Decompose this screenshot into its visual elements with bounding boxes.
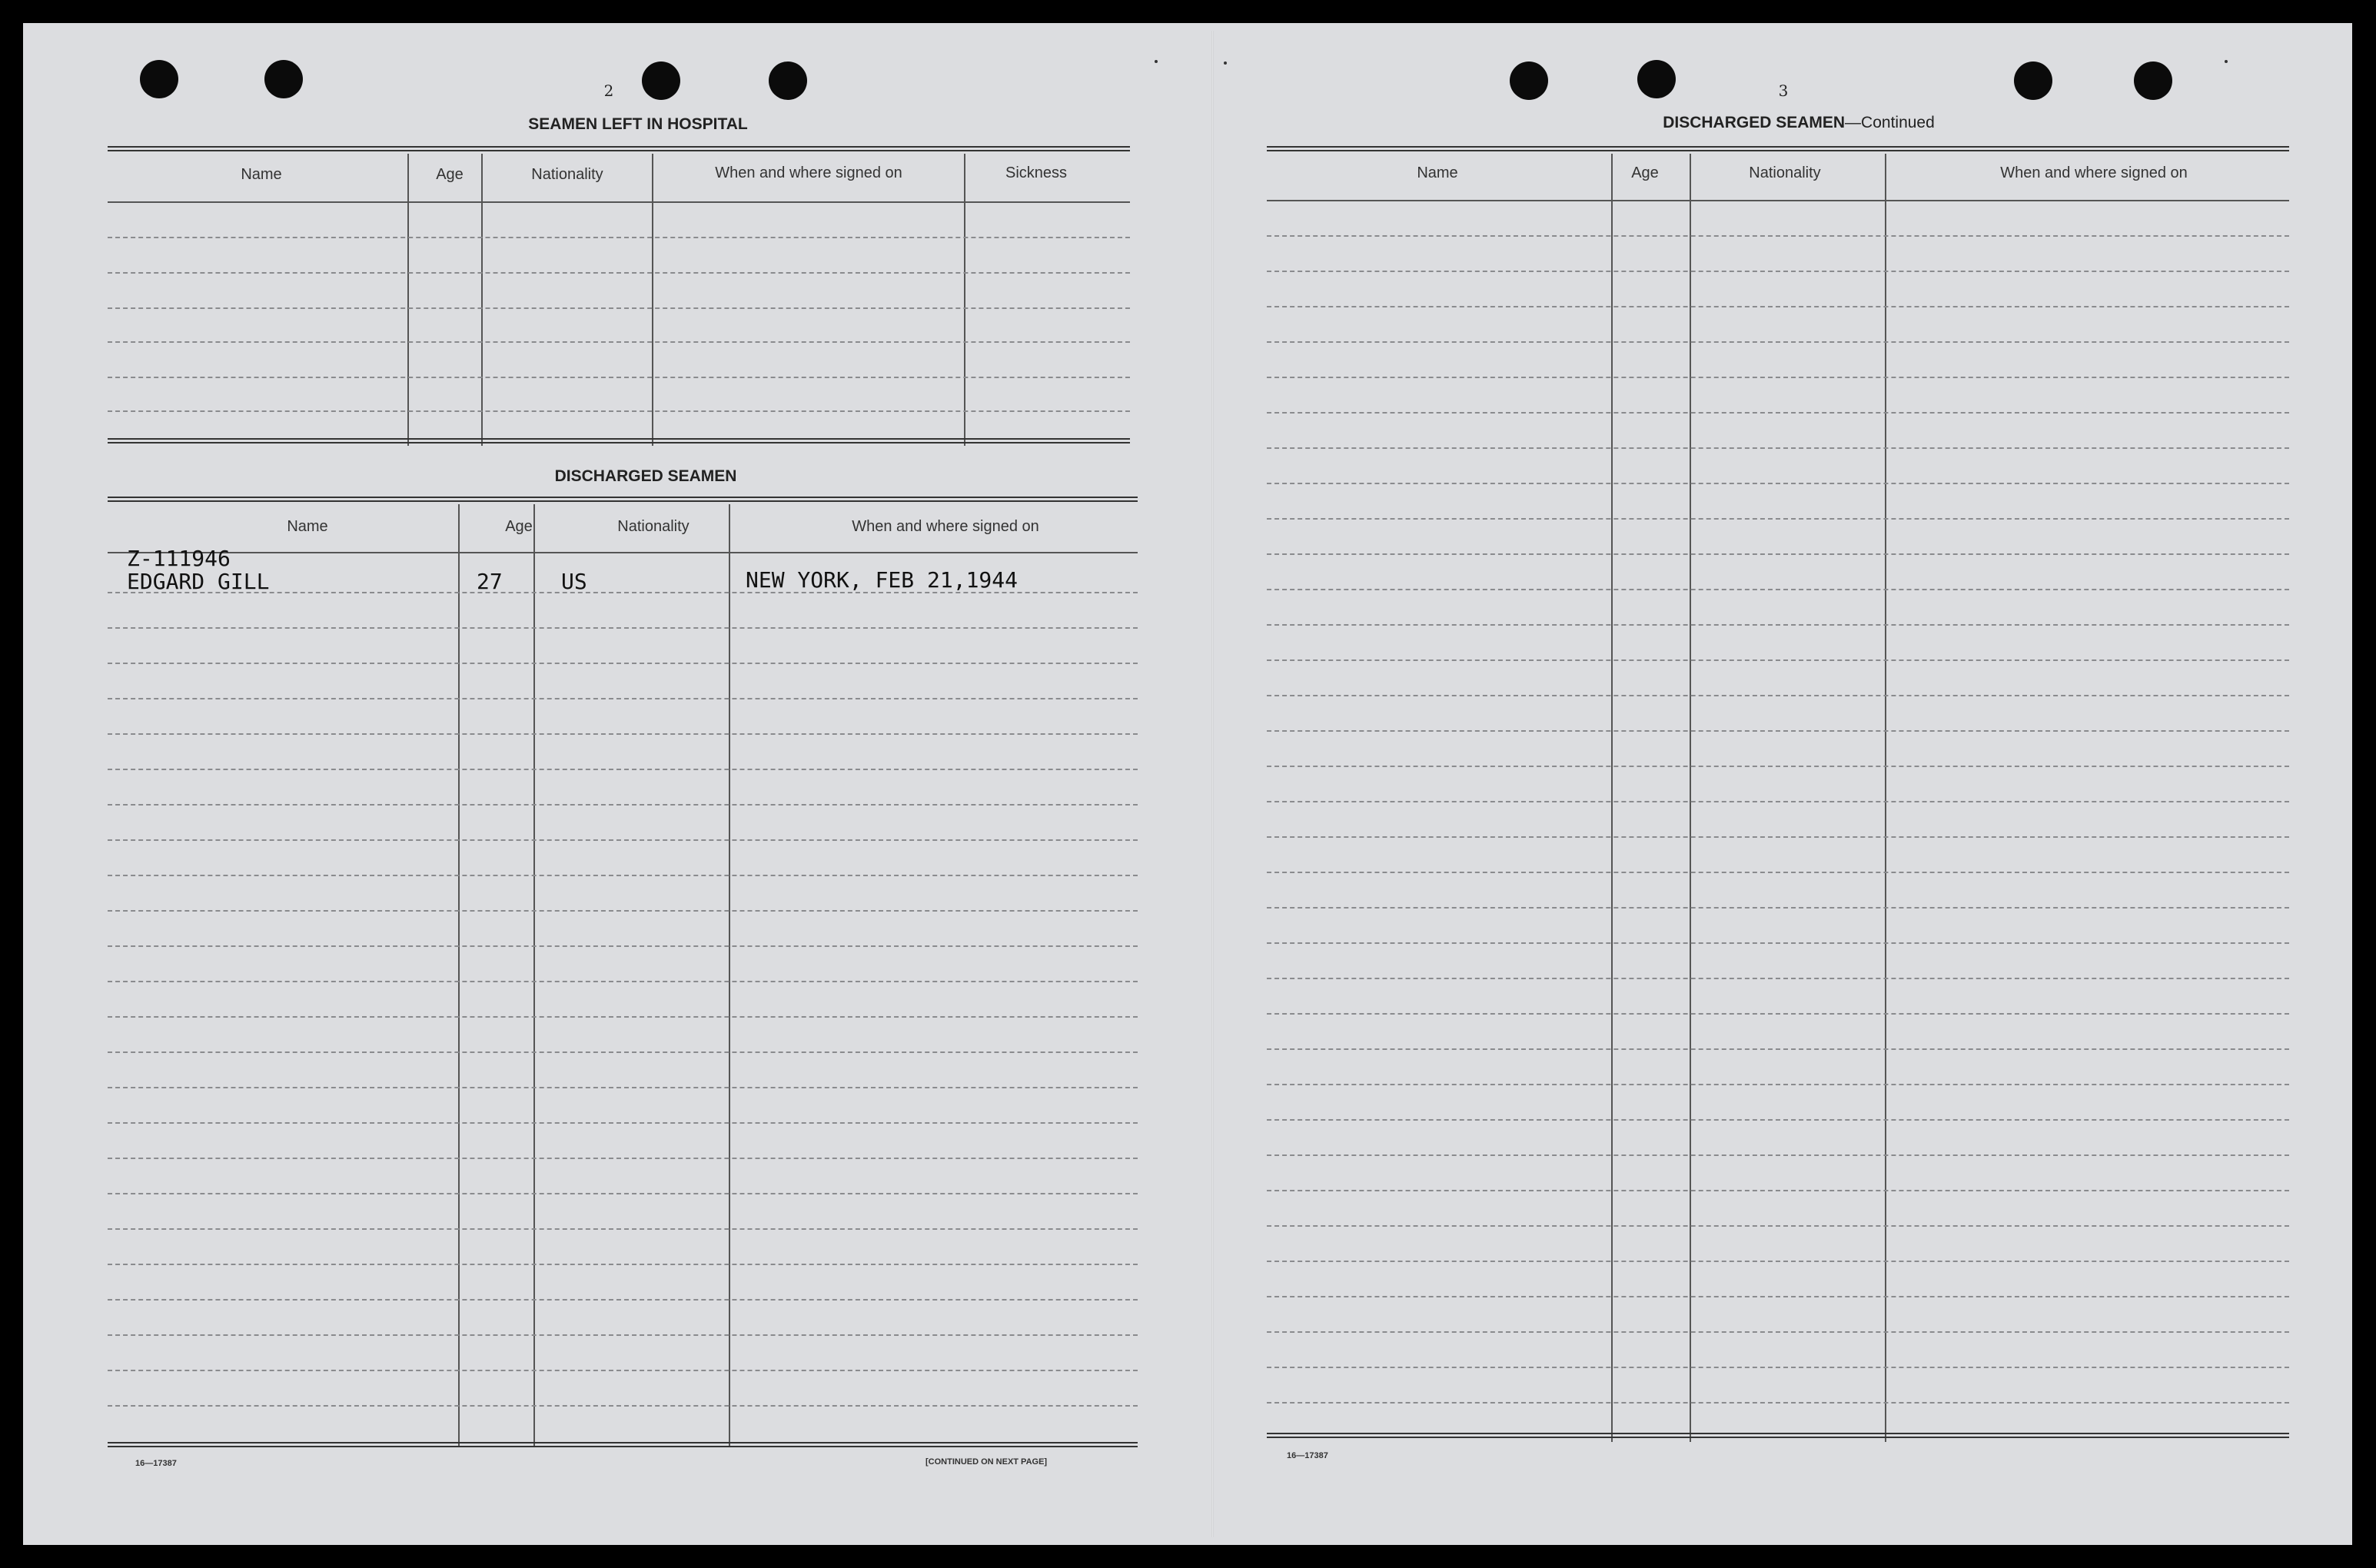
entry-line	[108, 698, 1138, 699]
hospital-entry-line	[108, 307, 1130, 309]
discharged-header-rule	[108, 552, 1138, 553]
punch-hole	[642, 61, 680, 100]
hospital-entry-line	[108, 377, 1130, 378]
hospital-col-divider	[481, 154, 483, 446]
entry-line	[1267, 1367, 2289, 1368]
entry-line	[1267, 271, 2289, 272]
entry-line	[108, 663, 1138, 664]
entry-line	[108, 769, 1138, 770]
entry-line	[1267, 1048, 2289, 1050]
hospital-entry-line	[108, 410, 1130, 412]
entry-line	[1267, 659, 2289, 661]
discharged-col-divider	[729, 504, 730, 1447]
discharged-col-age: Age	[505, 518, 533, 535]
entry-line	[108, 804, 1138, 806]
hospital-col-name: Name	[241, 166, 282, 183]
entry-line	[1267, 730, 2289, 732]
entry-line	[108, 1405, 1138, 1407]
entry-line	[108, 839, 1138, 841]
entry-line	[108, 875, 1138, 876]
discharged-title-rule	[108, 497, 1138, 502]
hospital-col-divider	[407, 154, 409, 446]
entry-line	[1267, 978, 2289, 979]
discharged-col-signed-on: When and where signed on	[852, 518, 1039, 535]
hospital-entry-line	[108, 237, 1130, 238]
entry-line	[108, 1299, 1138, 1301]
scan-speck	[2225, 60, 2228, 63]
entry-line	[1267, 518, 2289, 520]
entry-line	[1267, 483, 2289, 484]
entry-line	[1267, 624, 2289, 626]
punch-hole	[1637, 60, 1676, 98]
seaman-id: Z-111946	[127, 546, 231, 571]
right-col-age: Age	[1631, 164, 1659, 181]
entry-line	[1267, 341, 2289, 343]
punch-hole	[140, 60, 178, 98]
page-number-left: 2	[603, 81, 614, 100]
entry-line	[108, 1370, 1138, 1371]
right-col-divider	[1885, 154, 1886, 1442]
entry-line	[1267, 695, 2289, 696]
discharged-continued-title	[1507, 114, 2091, 132]
entry-line	[1267, 907, 2289, 909]
seaman-name: EDGARD GILL	[127, 569, 270, 594]
right-bottom-rule	[1267, 1433, 2289, 1438]
entry-line	[1267, 942, 2289, 944]
entry-line	[1267, 1013, 2289, 1015]
entry-line	[108, 733, 1138, 735]
entry-line	[108, 1087, 1138, 1088]
entry-line	[108, 1122, 1138, 1124]
seaman-nationality: US	[561, 569, 587, 594]
hospital-col-age: Age	[436, 166, 464, 183]
discharged-col-name: Name	[287, 518, 328, 535]
entry-line	[1267, 235, 2289, 237]
document-sheet	[23, 23, 2352, 1545]
hospital-col-divider	[964, 154, 965, 446]
entry-line	[1267, 1119, 2289, 1121]
discharged-bottom-rule	[108, 1442, 1138, 1447]
right-col-nationality: Nationality	[1749, 164, 1821, 181]
entry-line	[108, 910, 1138, 912]
hospital-section-title: SEAMEN LEFT IN HOSPITAL	[528, 115, 748, 133]
entry-line	[1267, 589, 2289, 590]
page-number-right: 3	[1778, 81, 1789, 100]
right-col-signed-on: When and where signed on	[2000, 164, 2188, 181]
punch-hole	[769, 61, 807, 100]
entry-line	[108, 592, 1138, 593]
entry-line	[108, 1334, 1138, 1336]
hospital-bottom-rule	[108, 438, 1130, 443]
entry-line	[1267, 801, 2289, 802]
entry-line	[108, 627, 1138, 629]
page-fold	[1211, 31, 1214, 1537]
discharged-col-divider	[533, 504, 535, 1447]
entry-line	[1267, 377, 2289, 378]
discharged-section-title: DISCHARGED SEAMEN	[554, 467, 737, 485]
discharged-col-divider	[458, 504, 460, 1447]
seaman-signed-on: NEW YORK, FEB 21,1944	[746, 567, 1019, 593]
right-col-divider	[1690, 154, 1691, 1442]
scan-speck	[1224, 61, 1227, 65]
punch-hole	[264, 60, 303, 98]
entry-line	[1267, 412, 2289, 414]
hospital-col-divider	[652, 154, 653, 446]
right-title-rule	[1267, 146, 2289, 151]
entry-line	[1267, 1261, 2289, 1262]
hospital-entry-line	[108, 272, 1130, 274]
discharged-continued-title-main: DISCHARGED SEAMEN	[1663, 114, 1846, 131]
entry-line	[1267, 1402, 2289, 1404]
entry-line	[1267, 1225, 2289, 1227]
hospital-col-nationality: Nationality	[531, 166, 603, 183]
form-number-left: 16—17387	[135, 1459, 177, 1468]
entry-line	[1267, 766, 2289, 767]
right-header-rule	[1267, 200, 2289, 201]
entry-line	[108, 1193, 1138, 1194]
entry-line	[1267, 1154, 2289, 1156]
continued-note: [CONTINUED ON NEXT PAGE]	[925, 1457, 1048, 1467]
entry-line	[1267, 1084, 2289, 1085]
entry-line	[1267, 1331, 2289, 1333]
entry-line	[1267, 306, 2289, 307]
entry-line	[1267, 872, 2289, 873]
entry-line	[1267, 553, 2289, 555]
hospital-entry-line	[108, 341, 1130, 343]
hospital-col-sickness: Sickness	[1005, 164, 1068, 181]
entry-line	[108, 1158, 1138, 1159]
hospital-header-rule	[108, 201, 1130, 203]
hospital-col-signed-on: When and where signed on	[715, 164, 902, 181]
entry-line	[108, 1051, 1138, 1053]
discharged-col-nationality: Nationality	[617, 518, 690, 535]
entry-line	[1267, 1296, 2289, 1297]
form-number-right: 16—17387	[1287, 1451, 1328, 1460]
entry-line	[108, 1016, 1138, 1018]
punch-hole	[2134, 61, 2172, 100]
entry-line	[108, 945, 1138, 947]
seaman-age: 27	[477, 569, 503, 594]
entry-line	[108, 1228, 1138, 1230]
right-col-name: Name	[1417, 164, 1458, 181]
entry-line	[108, 1264, 1138, 1265]
discharged-continued-title-suffix: —Continued	[1845, 114, 1935, 131]
entry-line	[108, 981, 1138, 982]
scan-speck	[1155, 60, 1158, 63]
punch-hole	[2014, 61, 2052, 100]
entry-line	[1267, 1190, 2289, 1191]
punch-hole	[1510, 61, 1548, 100]
hospital-title-rule	[108, 146, 1130, 151]
right-col-divider	[1611, 154, 1613, 1442]
entry-line	[1267, 836, 2289, 838]
entry-line	[1267, 447, 2289, 449]
